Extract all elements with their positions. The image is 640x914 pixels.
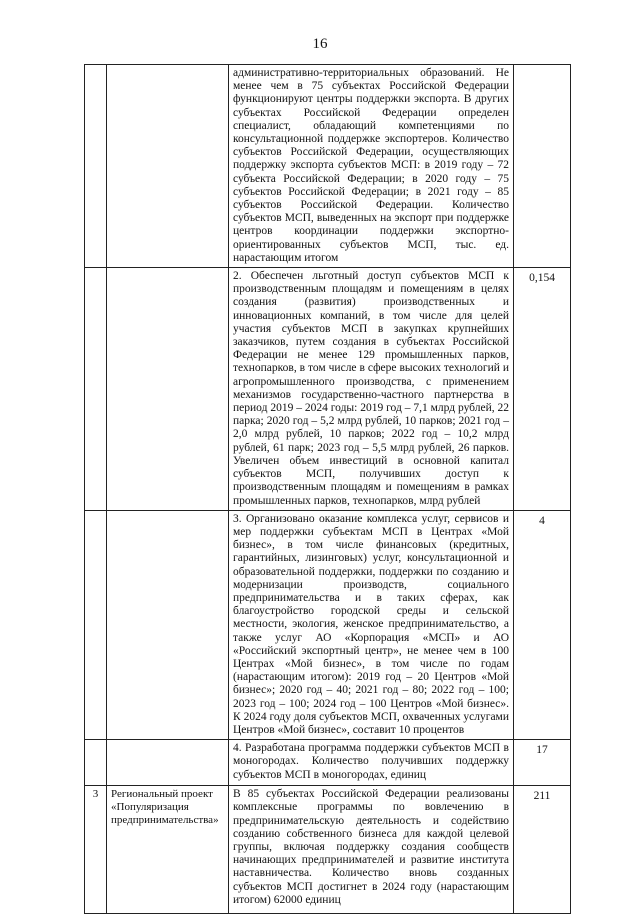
- results-table: [84, 64, 571, 914]
- result-description-cell: 4. Разработана программа поддержки субъектов МСП в моногородах. Количество получивших поддержку субъектов МСП в моногородах, единиц: [229, 740, 514, 786]
- result-description-cell: административно-территориальных образований. Не менее чем в 75 субъектах Российской Федерации функционируют центры поддержки экспорта. В других субъектах Российской Федерации определен специалист, обладающий компетенциями по консультационной поддержке экспортеров. Количество субъектов Российской Федерации, осуществляющих поддержку экспорта субъектов МСП: в 2019 году – 72 субъекта Российской Федерации; в 2020 году – 75 субъектов Российской Федерации; в 2021 году – 85 субъектов Российской Федерации. Количество субъектов МСП, выведенных на экспорт при поддержке центров координации поддержки экспортно-ориентированных субъектов МСП, тыс. ед. нарастающим итогом: [229, 65, 514, 268]
- row-number-cell: [85, 510, 107, 739]
- table-row: [85, 740, 571, 786]
- project-name-cell: [107, 65, 229, 268]
- row-number-cell: [85, 740, 107, 786]
- table-row: [85, 786, 571, 914]
- result-description-cell: 2. Обеспечен льготный доступ субъектов МСП к производственным площадям и помещениям в целях создания (развития) производственных и инновационных компаний, в том числе для целей участия субъектов МСП в закупках крупнейших заказчиков, путем создания в субъектах Российской Федерации не менее 129 промышленных парков, технопарков, в том числе в сфере высоких технологий и агропромышленного производства, с применением механизмов государственно-частного партнерства в период 2019 – 2024 годы: 2019 год – 7,1 млрд рублей, 22 парка; 2020 год – 5,2 млрд рублей, 10 парков; 2021 год – 2,0 млрд рублей, 10 парков; 2022 год – 10,2 млрд рублей, 61 парк; 2023 год – 5,5 млрд рублей, 26 парков. Увеличен объем инвестиций в основной капитал субъектов МСП, получивших доступ к производственным площадям и помещениям в рамках промышленных парков, технопарков, млрд рублей: [229, 268, 514, 511]
- result-description-cell: 3. Организовано оказание комплекса услуг, сервисов и мер поддержки субъектам МСП в Центрах «Мой бизнес», в том числе финансовых (кредитных, гарантийных, лизинговых) услуг, консультационной и образовательной поддержки, поддержки по созданию и модернизации производств, социального предпринимательства и в таких сферах, как благоустройство городской среды и сельской местности, экология, женское предпринимательство, а также услуг АО «Корпорация «МСП» и АО «Российский экспортный центр», не менее чем в 100 Центрах «Мой бизнес», в том числе по годам (нарастающим итогом): 2019 год – 20 Центров «Мой бизнес»; 2020 год – 40; 2021 год – 80; 2022 год – 100; 2023 год – 100; 2024 год – 100 Центров «Мой бизнес». К 2024 году доля субъектов МСП, охваченных услугами Центров «Мой бизнес», составит 10 процентов: [229, 510, 514, 739]
- row-number-cell: 3: [85, 786, 107, 914]
- row-number-cell: [85, 268, 107, 511]
- project-name-cell: [107, 510, 229, 739]
- page-number: 16: [312, 36, 328, 52]
- result-description-cell: В 85 субъектах Российской Федерации реализованы комплексные программы по вовлечению в предпринимательскую деятельность и содействию созданию собственного бизнеса для каждой целевой группы, включая поддержку создания сообществ начинающих предпринимателей и развитие института наставничества. Количество вновь созданных субъектов МСП достигнет в 2024 году (нарастающим итогом) 62000 единиц: [229, 786, 514, 914]
- row-number-cell: [85, 65, 107, 268]
- value-cell: 4: [514, 510, 571, 739]
- value-cell: 211: [514, 786, 571, 914]
- table-row: [85, 268, 571, 511]
- value-cell: 0,154: [514, 268, 571, 511]
- project-name-cell: Региональный проект «Популяризация предпринимательства»: [107, 786, 229, 914]
- project-name-cell: [107, 268, 229, 511]
- table-row: [85, 65, 571, 268]
- table-row: [85, 510, 571, 739]
- value-cell: [514, 65, 571, 268]
- value-cell: 17: [514, 740, 571, 786]
- project-name-cell: [107, 740, 229, 786]
